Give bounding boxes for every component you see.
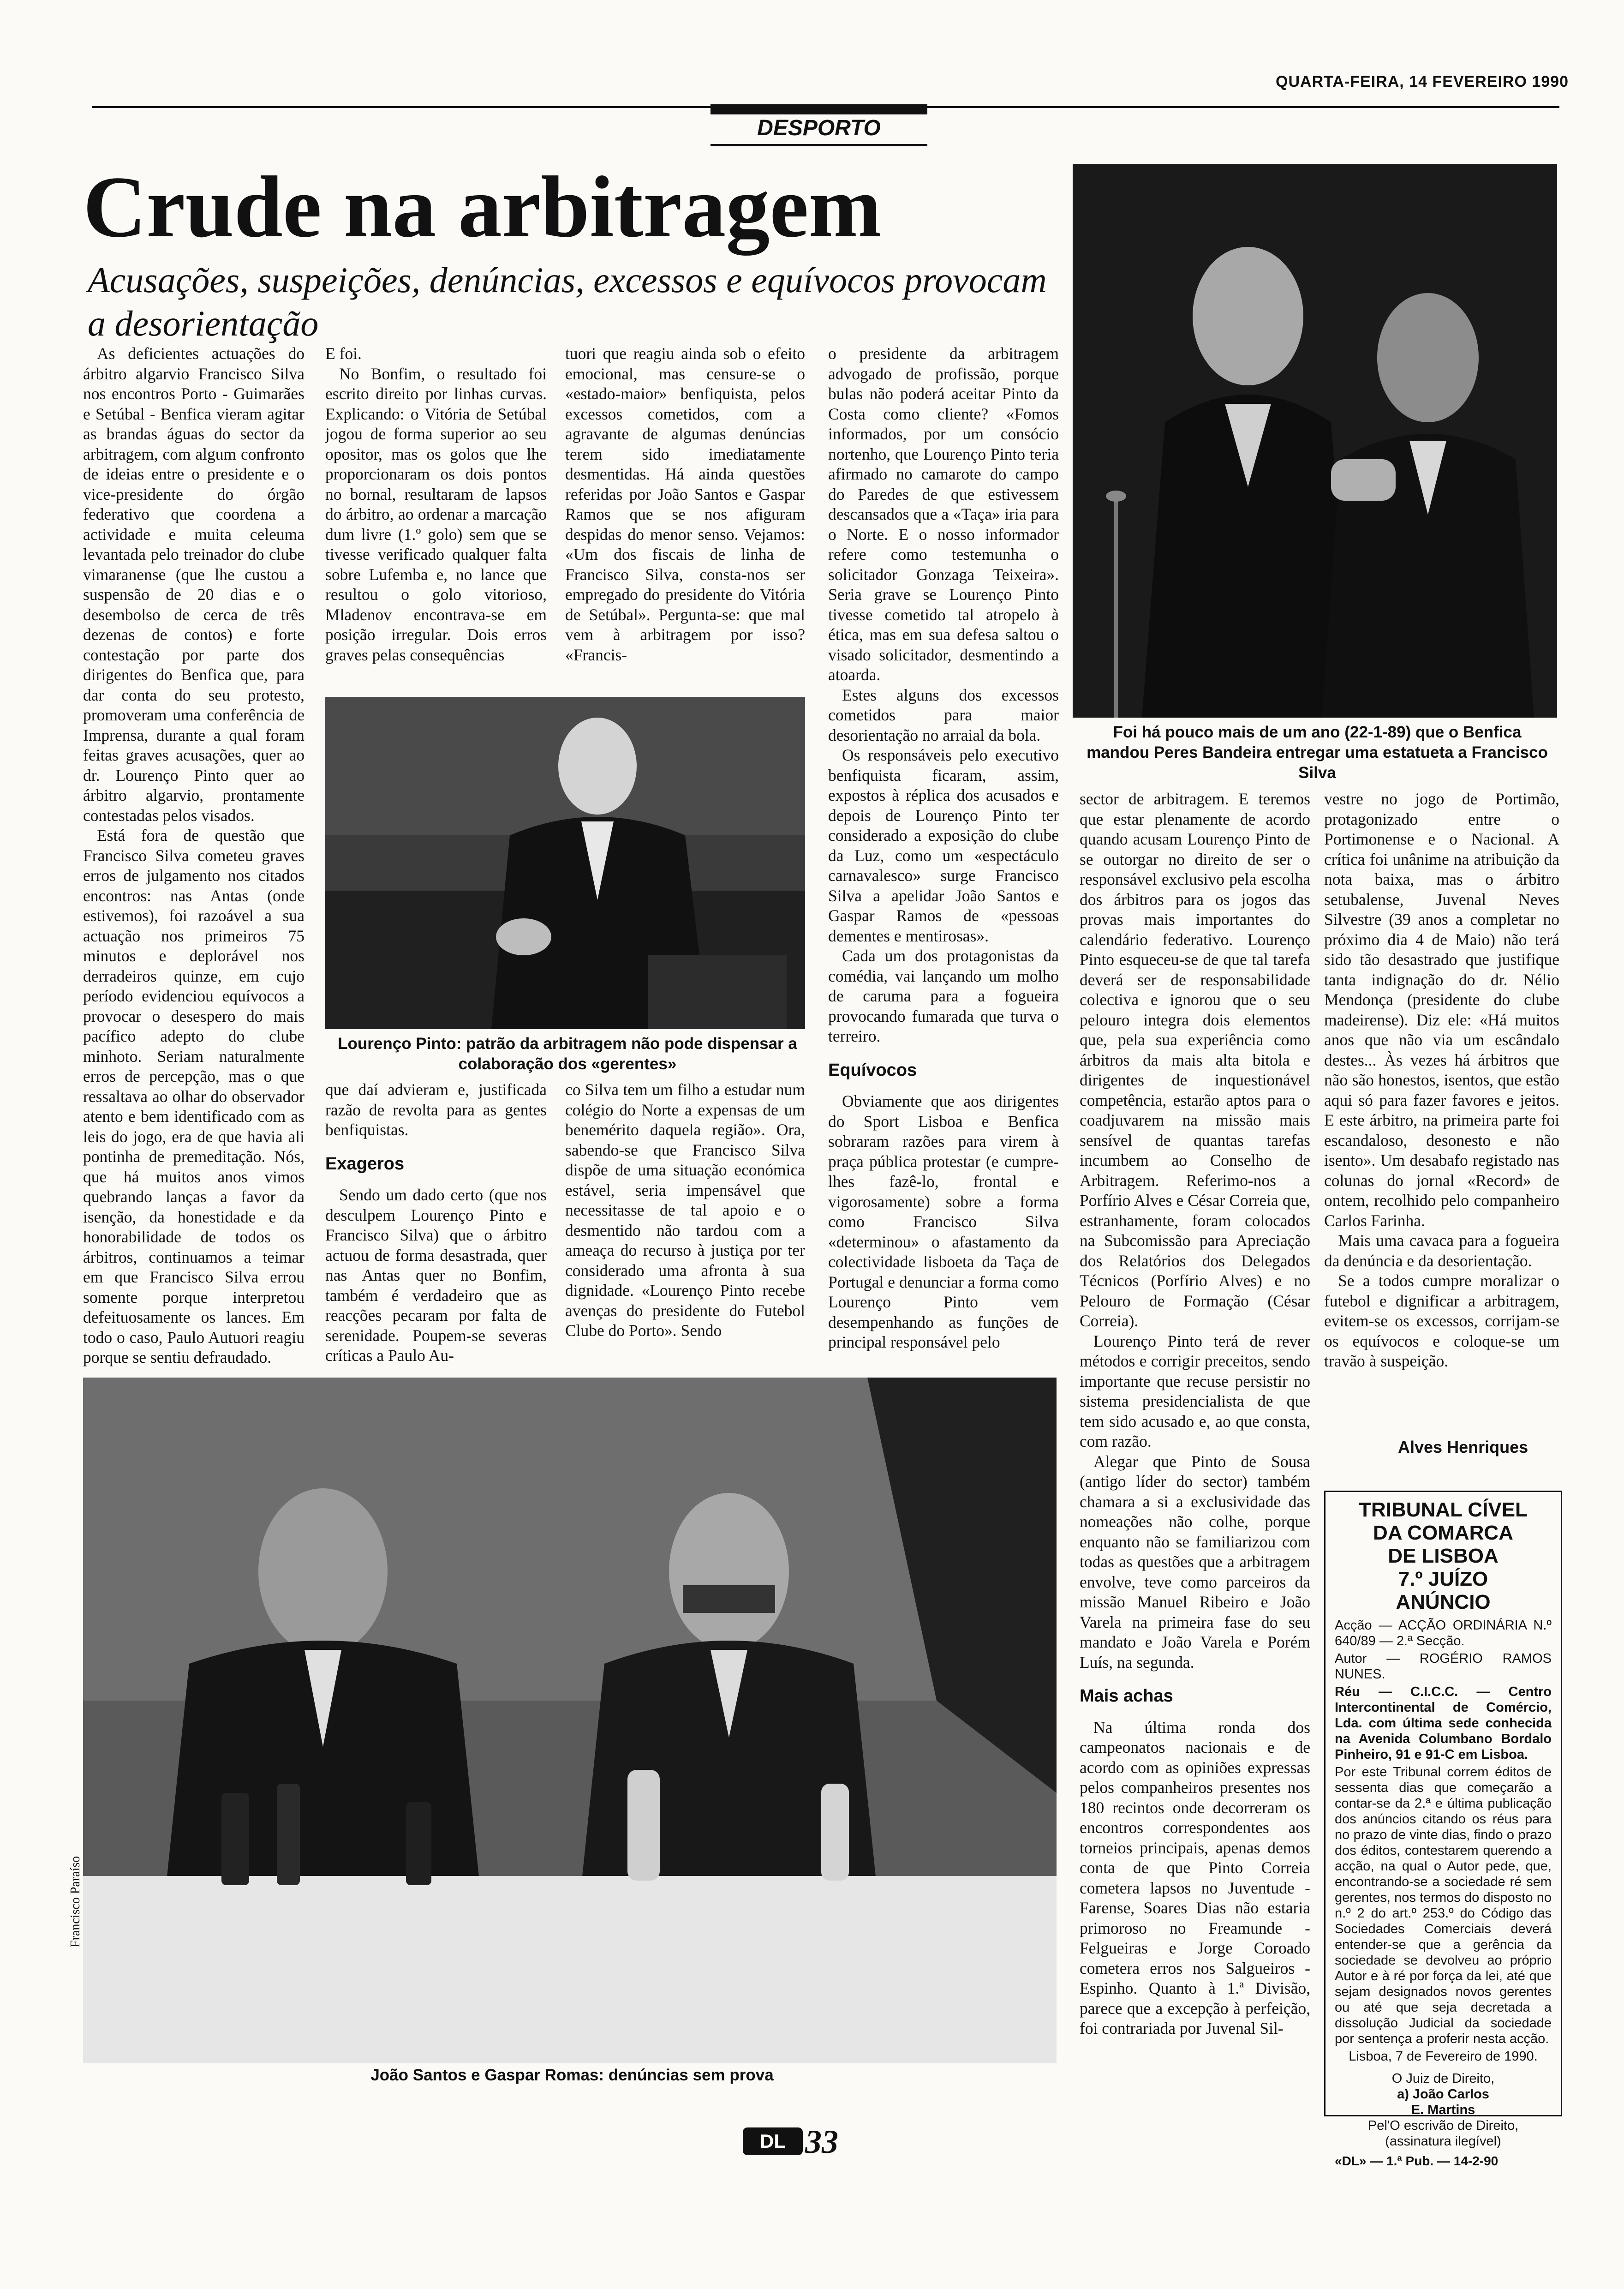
photo-statuette-handover	[1073, 164, 1557, 718]
paragraph: sector de arbitragem. E teremos que estar plenamente de acordo quando acusam Lourenço Pinto de se outorgar no direito de ser o responsável exclusivo pela escolha dos árbitros para os jogos das provas mais importantes do calendário federativo. Lourenço Pinto esqueceu-se de que tal tarefa deverá ser de responsabilidade colectiva e ignorou que o seu pelouro integra dois elementos que, pela sua experiência como árbitros da mais alta bitola e dirigentes de inquestionável competência, estarão aptos para o coadjuvarem na missão mais sensível de quantas tarefas incumbem ao Conselho de Arbitragem. Referimo-nos a Porfírio Alves e César Correia que, estranhamente, foram colocados na Subcomissão para Apreciação dos Relatórios dos Delegados Técnicos (Porfírio Alves) e no Pelouro de Formação (César Correia).	[1080, 790, 1310, 1330]
paragraph: Está fora de questão que Francisco Silva cometeu graves erros de julgamento nos citados encontros: nas Antas (onde estivemos), foi razoável a sua actuação nos primeiros 75 minutos e deplorável nos derradeiros quinze, em cujo período evidenciou equívocos a provocar o desespero do mais pacífico adepto do clube minhoto. Seriam naturalmente erros de percepção, mas o que ressaltava ao olhar do observador atento e bem identificado com as leis do jogo, era de que havia ali pontinha de premeditação. Nós, que há muitos anos vimos quebrando lanças a favor da isenção, da honestidade e da honorabilidade de todos os árbitros, continuamos a teimar em que Francisco Silva errou somente porque interpretou defeituosamente os lances. Em todo o caso, Paulo Autuori reagiu porque se sentiu defraudado.	[83, 826, 304, 1366]
column-3-top	[565, 344, 805, 676]
photo-lourenco-pinto	[325, 697, 805, 1029]
section-bar	[710, 104, 927, 114]
paragraph: o presidente da arbitragem advogado de profissão, porque bulas não poderá aceitar Pinto da Costa como cliente? «Fomos informados, por um consócio nortenho, que Lourenço Pinto teria afirmado no camarote do campo do Paredes de que estivessem descansados que a «Taça» iria para o Norte. E o nosso informador refere como testemunha o solicitador Gonzaga Teixeira». Seria grave se Lourenço Pinto tivesse cometido tal atropelo à ética, mas em sua defesa saltou o visado solicitador, desmentindo a atoarda.	[828, 344, 1059, 684]
subheading-exageros: Exageros	[325, 1154, 405, 1174]
paragraph: que daí advieram e, justificada razão de revolta para as gentes benfiquistas.	[325, 1080, 547, 1139]
legal-paragraph: Acção — ACÇÃO ORDINÁRIA N.º 640/89 — 2.ª Secção.	[1335, 1618, 1552, 1648]
legal-paragraph: Réu — C.I.C.C. — Centro Intercontinental de Comércio, Lda. com última sede conhecida na Avenida Columbano Bordalo Pinheiro, 91 e 91-C em Lisboa.	[1335, 1684, 1552, 1762]
paragraph: tuori que reagiu ainda sob o efeito emocional, mas censure-se o «estado-maior» benfiquista, pelos excessos cometidos, com a agravante de algumas denúncias terem sido imediatamente desmentidas. Há ainda questões referidas por João Santos e Gaspar Ramos que se nos afiguram despidas do menor senso. Vejamos: «Um dos fiscais de linha de Francisco Silva, consta-nos ser empregado do presidente do Vitória de Setúbal». Pergunta-se: que mal vem à arbitragem por isso? «Francis-	[565, 344, 805, 664]
newspaper-logo-text: DL	[760, 2130, 786, 2152]
photo3-caption: João Santos e Gaspar Romas: denúncias sem prova	[370, 2066, 774, 2084]
photo1-caption: Foi há pouco mais de um ano (22-1-89) que o Benfica mandou Peres Bandeira entregar uma estatueta a Francisco Silva	[1087, 723, 1548, 782]
page-number: 33	[805, 2123, 838, 2160]
legal-title-line: ANÚNCIO	[1396, 1591, 1491, 1613]
legal-paragraph: Por este Tribunal correm éditos de sessenta dias que começarão a contar-se da 2.ª e última publicação dos anúncios citando os réus para no prazo de vinte dias, findo o prazo dos éditos, contestarem querendo a acção, na qual o Autor pede, que, encontrando-se a sociedade ré sem gerentes, nos termos do disposto no n.º 2 do art.º 253.º do Código das Sociedades Comerciais deverá entender-se que a gerência da sociedade se devolveu ao próprio Autor e à ré por força da lei, até que sejam designados novos gerentes ou até que seja decretada a dissolução Judicial da sociedade por sentença a proferir nesta acção.	[1335, 1765, 1552, 2046]
paragraph: vestre no jogo de Portimão, protagonizado entre o Portimonense e o Nacional. A crítica foi unânime na atribuição da nota baixa, mas o árbitro setubalense, Juvenal Neves Silvestre (39 anos a completar no próximo dia 4 de Maio) não terá sido tão desastrado que justifique tanta indignação do dr. Nélio Mendonça (presidente do clube madeirense). Diz ele: «Há muitos anos que não via um escândalo destes... Às vezes há árbitros que não são honestos, isentos, que estão aqui só para fazer favores e jeitos. E este árbitro, na primeira parte foi escandaloso, desonesto e não isento». Um desabafo registado nas colunas do jornal «Record» de ontem, recolhido pelo companheiro Carlos Farinha.	[1324, 790, 1559, 1230]
signature-line: O Juiz de Direito,	[1391, 2071, 1495, 2086]
legal-paragraph: Lisboa, 7 de Fevereiro de 1990.	[1349, 2049, 1538, 2064]
column-1	[83, 344, 304, 1368]
photo2-caption: Lourenço Pinto: patrão da arbitragem não pode dispensar a colaboração dos «gerentes»	[338, 1035, 797, 1073]
signature-line: E. Martins	[1411, 2103, 1475, 2117]
paragraph: E foi.	[325, 344, 362, 363]
column-2-top	[325, 344, 547, 676]
column-4	[828, 344, 1059, 1368]
column-3-bottom	[565, 1080, 805, 1371]
newspaper-logo	[743, 2127, 803, 2155]
paragraph: Cada um dos protagonistas da comédia, vai lançando um molho de caruma para a fogueira provocando fumarada que turva o terreiro.	[828, 947, 1059, 1045]
legal-title	[1325, 1498, 1561, 1614]
photo-credit: Francisco Paraíso	[68, 1856, 83, 1947]
column-6	[1324, 789, 1559, 1431]
paragraph: As deficientes actuações do árbitro algarvio Francisco Silva nos encontros Porto - Guimarães e Setúbal - Benfica vieram agitar as brandas águas do sector da arbitragem, com algum confronto de ideias entre o presidente e o vice-presidente do órgão federativo que coordena a actividade e muita celeuma levantada pelo treinador do clube vimaranense (que lhe custou a suspensão de 20 dias e o desembolso de cerca de três dezenas de contos) e forte contestação por parte dos dirigentes do Benfica que, para dar conta do seu protesto, promoveram uma conferência de Imprensa, durante a qual foram feitas graves acusações, quer ao dr. Lourenço Pinto quer ao árbitro algarvio, prontamente contestadas pelos visados.	[83, 344, 304, 825]
paragraph: Mais uma cavaca para a fogueira da denúncia e da desorientação.	[1324, 1231, 1559, 1270]
signature-line: a) João Carlos	[1397, 2087, 1489, 2102]
subheading-equivocos: Equívocos	[828, 1060, 917, 1080]
paragraph: Estes alguns dos excessos cometidos para maior desorientação no arraial da bola.	[828, 685, 1059, 744]
article-subheadline: Acusações, suspeições, denúncias, excessos e equívocos provocam a desorientação	[88, 260, 1047, 343]
paragraph: Obviamente que aos dirigentes do Sport Lisboa e Benfica sobraram razões para virem à praça pública protestar (e cumpre-lhes fazê-lo, frontal e vigorosamente) sobre a forma como Francisco Silva «determinou» o afastamento da colectividade lisboeta da Taça de Portugal e denunciar a forma como Lourenço Pinto vem desempenhando as funções de principal responsável pelo	[828, 1092, 1059, 1351]
legal-title-line: DE LISBOA	[1388, 1545, 1499, 1567]
paragraph: Na última ronda dos campeonatos nacionais e de acordo com as opiniões expressas pelos companheiros presentes nos 180 recintos onde decorreram os encontros correspondentes aos torneios principais, apenas demos conta de que Pinto Correia cometera lapsos no Juventude - Farense, Soares Dias não estaria primoroso no Freamunde - Felgueiras e Jorge Coroado cometera erros nos Salgueiros - Espinho. Quanto à 1.ª Divisão, parece que a excepção à perfeição, foi contrariada por Juvenal Sil-	[1080, 1718, 1310, 2037]
article-headline: Crude na arbitragem	[83, 159, 882, 256]
paragraph: No Bonfim, o resultado foi escrito direito por linhas curvas. Explicando: o Vitória de Setúbal jogou de forma superior ao seu opositor, mas os golos que lhe proporcionaram os dois pontos no bornal, resultaram de lapsos do árbitro, ao ordenar a marcação dum livre (1.º golo) sem que se tivesse verificado qualquer falta sobre Lufemba e, no lance que resultou o golo vitorioso, Mladenov encontrava-se em posição irregular. Dois erros graves pelas consequências	[325, 364, 547, 664]
legal-body	[1325, 1614, 1561, 2064]
page-folio	[738, 2123, 877, 2169]
legal-publication-ref: «DL» — 1.ª Pub. — 14-2-90	[1335, 2154, 1499, 2168]
paragraph: Lourenço Pinto terá de rever métodos e corrigir preceitos, sendo importante que recuse persistir no sistema presidencialista de que tem sido acusado e, ao que consta, com razão.	[1080, 1331, 1310, 1450]
article-byline: Alves Henriques	[1398, 1438, 1528, 1456]
paragraph: Se a todos cumpre moralizar o futebol e dignificar a arbitragem, evitem-se os excessos, corrijam-se os equívocos e coloque-se um travão à suspeição.	[1324, 1271, 1559, 1370]
subheading-mais-achas: Mais achas	[1080, 1686, 1173, 1706]
signature-line: Pel'O escrivão de Direito,	[1367, 2118, 1519, 2133]
legal-signature	[1325, 2071, 1561, 2149]
paragraph: Sendo um dado certo (que nos desculpem Lourenço Pinto e Francisco Silva) que o árbitro actuou de forma desastrada, quer nas Antas quer no Bonfim, também é verdadeiro que as reacções pecaram por falta de serenidade. Poupem-se severas críticas a Paulo Au-	[325, 1186, 547, 1365]
legal-paragraph: Autor — ROGÉRIO RAMOS NUNES.	[1335, 1651, 1552, 1682]
issue-date: QUARTA-FEIRA, 14 FEVEREIRO 1990	[1276, 73, 1569, 90]
legal-title-line: TRIBUNAL CÍVEL	[1359, 1498, 1528, 1521]
legal-notice	[1324, 1491, 1562, 2168]
paragraph: Os responsáveis pelo executivo benfiquista ficaram, assim, expostos à réplica dos acusados e depois de Lourenço Pinto ter considerado a exposição do clube da Luz, como um «espectáculo carnavalesco» surge Francisco Silva a apelidar João Santos e Gaspar Ramos de «pessoas dementes e mentirosas».	[828, 746, 1059, 945]
column-5	[1080, 789, 1310, 2109]
signature-line: (assinatura ilegível)	[1385, 2134, 1501, 2149]
paragraph: co Silva tem um filho a estudar num colégio do Norte a expensas de um benemérito daquela região». Ora, sabendo-se que Francisco Silva dispõe de uma situação económica estável, seria impensável que necessitasse de tal apoio e o desmentido não tardou com a ameaça do recurso à justiça por ter considerado uma afronta à sua dignidade. «Lourenço Pinto recebe avenças do presidente do Futebol Clube do Porto». Sendo	[565, 1080, 805, 1340]
column-2-bottom	[325, 1080, 547, 1371]
paragraph: Alegar que Pinto de Sousa (antigo líder do sector) também chamara a si a exclusividade das nomeações não colhe, porque enquanto não se familiarizou com todas as questões que a arbitragem envolve, teve como parceiros da missão Manuel Ribeiro e João Varela na primeira fase do seu mandato e João Varela e Porém Luís, na segunda.	[1080, 1452, 1310, 1672]
section-label: DESPORTO	[757, 116, 881, 140]
photo-press-conference	[83, 1378, 1057, 2063]
legal-title-line: 7.º JUÍZO	[1398, 1568, 1488, 1590]
legal-title-line: DA COMARCA	[1373, 1522, 1513, 1544]
section-underline	[710, 144, 927, 146]
